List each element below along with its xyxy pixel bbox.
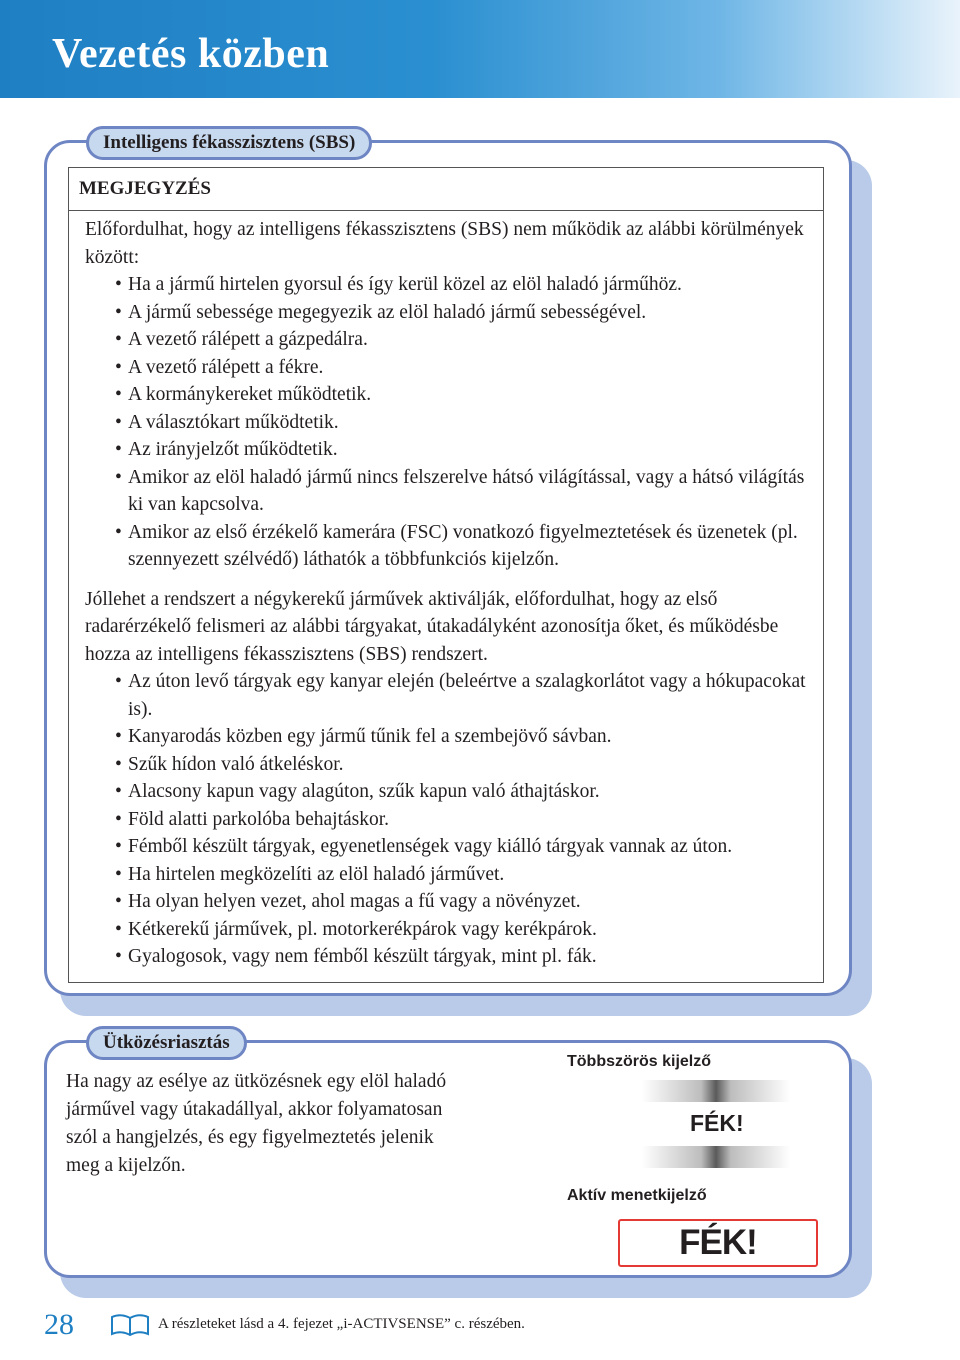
note-body xyxy=(69,211,823,971)
list-item: • Fémből készült tárgyak, egyenetlenségek vagy kiálló tárgyak vannak az úton. xyxy=(115,833,809,861)
list-item: • Az úton levő tárgyak egy kanyar elején (beleértve a szalagkorlátot vagy a hókupacokat is). xyxy=(115,668,809,723)
list-item: • Szűk hídon való átkeléskor. xyxy=(115,751,809,779)
list-item: • A választókart működtetik. xyxy=(115,409,809,437)
multi-display-bar-top xyxy=(642,1080,790,1102)
list-item: • Ha olyan helyen vezet, ahol magas a fű vagy a növényzet. xyxy=(115,888,809,916)
condition-list-2 xyxy=(85,668,809,971)
collision-section-tab: Ütközésriasztás xyxy=(86,1026,247,1060)
note-box xyxy=(68,167,824,983)
page-header xyxy=(0,0,960,98)
list-item: • Kétkerekű járművek, pl. motorkerékpárok vagy kerékpárok. xyxy=(115,916,809,944)
list-item: • Alacsony kapun vagy alagúton, szűk kapun való áthajtáskor. xyxy=(115,778,809,806)
note-paragraph-1: Előfordulhat, hogy az intelligens fékasszisztens (SBS) nem működik az alábbi körülmények között: xyxy=(85,219,804,268)
list-item: • Föld alatti parkolóba behajtáskor. xyxy=(115,806,809,834)
list-item: • A kormánykereket működtetik. xyxy=(115,381,809,409)
multi-display-warning-text: FÉK! xyxy=(690,1110,744,1136)
list-item: • A vezető rálépett a gázpedálra. xyxy=(115,326,809,354)
list-item: • Az irányjelzőt működtetik. xyxy=(115,436,809,464)
list-item: • Amikor az első érzékelő kamerára (FSC) vonatkozó figyelmeztetések és üzenetek (pl. szennyezett szélvédő) láthatók a többfunkciós kijelzőn. xyxy=(115,519,809,574)
multi-display-label: Többszörös kijelző xyxy=(567,1053,712,1070)
note-paragraph-2: Jóllehet a rendszert a négykerekű járművek aktiválják, előfordulhat, hogy az első radarérzékelő felismeri az alábbi tárgyakat, útakadályként azonosítja őket, és működésbe hozza az intelligens fékasszisztens (SBS) rendszert. xyxy=(85,588,779,665)
list-item: • Kanyarodás közben egy jármű tűnik fel a szembejövő sávban. xyxy=(115,723,809,751)
collision-description: Ha nagy az esélye az ütközésnek egy elöl haladó járművel vagy útakadállyal, akkor folyamatosan szól a hangjelzés, és egy figyelmeztetés jelenik meg a kijelzőn. xyxy=(66,1071,447,1176)
active-display-label: Aktív menetkijelző xyxy=(567,1187,707,1204)
list-item: • A vezető rálépett a fékre. xyxy=(115,354,809,382)
multi-display-bar-bottom xyxy=(642,1146,790,1168)
list-item: • Ha a jármű hirtelen gyorsul és így kerül közel az elöl haladó járműhöz. xyxy=(115,271,809,299)
book-icon xyxy=(110,1313,150,1337)
list-item: • Amikor az elöl haladó jármű nincs felszerelve hátsó világítással, vagy a hátsó világítás ki van kapcsolva. xyxy=(115,464,809,519)
list-item: • A jármű sebessége megegyezik az elöl haladó jármű sebességével. xyxy=(115,299,809,327)
footer-reference: A részleteket lásd a 4. fejezet „i-ACTIVSENSE” c. részében. xyxy=(158,1316,525,1332)
list-item: • Gyalogosok, vagy nem fémből készült tárgyak, mint pl. fák. xyxy=(115,943,809,971)
sbs-section-tab: Intelligens fékasszisztens (SBS) xyxy=(86,126,372,160)
page-title: Vezetés közben xyxy=(52,31,330,77)
list-item: • Ha hirtelen megközelíti az elöl haladó járművet. xyxy=(115,861,809,889)
active-display-warning: FÉK! xyxy=(618,1219,818,1267)
condition-list-1 xyxy=(85,271,809,574)
note-title: MEGJEGYZÉS xyxy=(69,168,823,211)
page-number: 28 xyxy=(44,1308,74,1341)
